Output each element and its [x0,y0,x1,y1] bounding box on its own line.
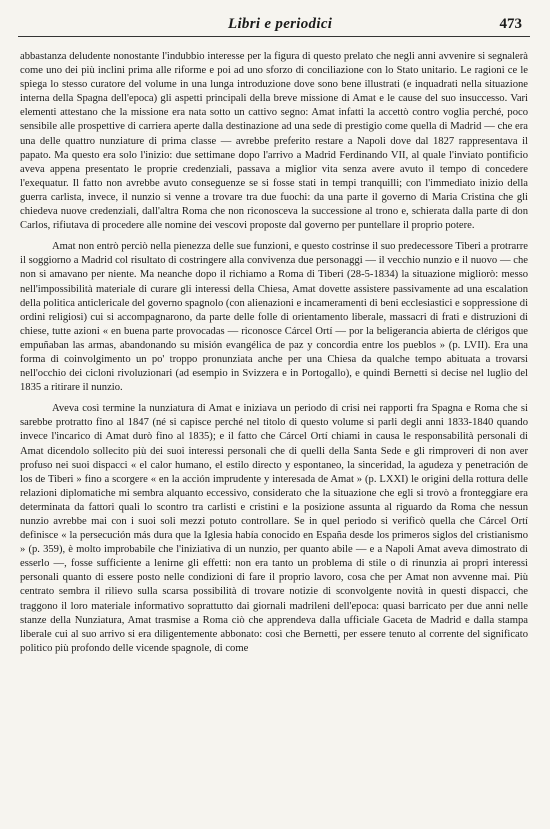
paragraph-2: Amat non entrò perciò nella pienezza delle sue funzioni, e questo costrinse il suo predecessore Tiberi a protrarre il soggiorno a Madrid col risultato di costringere alla convivenza due personaggi — il vecchio nunzio e il nuovo — che non si amavano per niente. Ma neanche dopo il richiamo a Roma di Tiberi (28-5-1834) la situazione migliorò: messo nell'impossibilità materiale di curare gli interessi della Chiesa, Amat dovette assistere passivamente ad una escalation della politica anticlericale del governo spagnolo (con alienazioni e incameramenti di beni ecclesiastici e soppressione di ordini religiosi) cui si accompagnarono, da parte delle folle di orientamento liberale, massacri di frati e distruzioni di chiese, tutte azioni « en buena parte provocadas — riconosce Cárcel Ortí — por la beligerancia abierta de clérigos que empuñaban las armas, abandonando su misión evangélica de paz y concordia entre los pueblos » (p. LVII). Era una forma di coinvolgimento un po' troppo pronunziata anche per una Chiesa da qualche tempo abituata a trovarsi nell'occhio dei cicloni rivoluzionari (ad esempio in Svizzera e in Portogallo), e quindi Bernetti si decise nel luglio del 1835 a ritirare il nunzio. [20,241,529,394]
header-rule [18,36,530,37]
page-number: 473 [499,16,522,32]
text-body [20,50,528,656]
paragraph-1: abbastanza deludente nonostante l'indubbio interesse per la figura di questo prelato che negli anni avvenire si segnalerà come uno dei più inclini prima alle riforme e poi ad uno sforzo di conciliazione con lo Stato unitario. Le ragioni ce le spiega lo stesso curatore del volume in una lunga introduzione dove sono bene illustrati (e inquadrati nella situazione interna della Spagna dell'epoca) gli aspetti principali della breve missione di Amat e le cause del suo insuccesso. Vari elementi attestano che la missione era nata sotto un cattivo segno: Amat infatti la accettò contro voglia perché, poco sensibile alle prospettive di carriera aperte dalla destinazione ad una sede di prestigio come quella di Madrid — che era una delle quattro nunziature di prima classe — avrebbe preferito restare a Napoli dove dal 1827 rappresentava il papato. Ma questo era solo l'inizio: due settimane dopo l'arrivo a Madrid Ferdinando VII, al quale l'inviato pontificio aveva appena presentato le proprie credenziali, passava a miglior vita senza avere avuto il tempo di concedere l'exequatur. Il fatto non avrebbe avuto conseguenze se si fosse stati in tempi tranquilli; con l'immediato inizio della guerra carlista, invece, il nunzio si venne a trovare tra due fuochi: da una parte il governo di Maria Cristina che gli chiedeva nuove credenziali, dall'altra Roma che non riconosceva la successione al trono e, schierata dalla parte di don Carlos, rifiutava di procedere alle nomine dei vescovi proposte dal governo per puntellare il proprio potere. [20,51,528,232]
paragraph-3: Aveva così termine la nunziatura di Amat e iniziava un periodo di crisi nei rapporti fra Spagna e Roma che si sarebbe protratto fino al 1847 (né si capisce perché nel titolo di questo volume si parli degli anni 1833-1840 quando invece l'incarico di Amat durò fino al 1835); e il fatto che Cárcel Ortí chiami in causa le responsabilità personali di Amat dicendolo sollecito più dei suoi interessi personali che di quelli della Santa Sede e gli rimproveri di non aver profuso nei suoi dispacci « el calor humano, el estilo directo y espontaneo, la sinceridad, la agudeza y penetración de los de Tiberi » fino a scorgere « en la acción imprudente y interesada de Amat » (p. LXXI) le origini della rottura delle relazioni diplomatiche mi sembra alquanto eccessivo, considerato che la situazione che egli si trovò a fronteggiare era determinata da fattori quali lo scontro tra carlisti e cristini e la posizione assunta al riguardo da Roma che nessun nunzio avrebbe mai con i suoi soli mezzi potuto controllare. Se in quel periodo si verificò quella che Cárcel Ortí definisce « la persecución más dura que la Iglesia había conocido en España desde los primeros siglos del cristianismo » (p. 359), è molto improbabile che l'iniziativa di un nunzio, per quanto abile — e a Napoli Amat aveva dimostrato di esserlo —, fosse sufficiente a lenirne gli effetti: non era tanto un problema di stile o di rinunzia ai propri interessi personali quanto di essere posto nelle condizioni di fare il proprio lavoro, cosa che per Amat non avvenne mai. Più centrato sembra il rilievo sulla scarsa possibilità di trovare notizie di sconvolgente novità in questi dispacci, che traggono il loro materiale informativo soprattutto dai giornali madrileni dell'epoca: quasi barricato per due anni nelle stanze della Nunziatura, Amat trasmise a Roma ciò che apprendeva dalla ufficiale Gaceta de Madrid e dalla stampa liberale cui al suo arrivo si era diligentemente abbonato: così che Bernetti, per essere tenuto al corrente del significato politico più profondo delle vicende spagnole, di come [20,403,528,654]
running-header [0,6,550,40]
running-title: Libri e periodici [228,16,333,32]
